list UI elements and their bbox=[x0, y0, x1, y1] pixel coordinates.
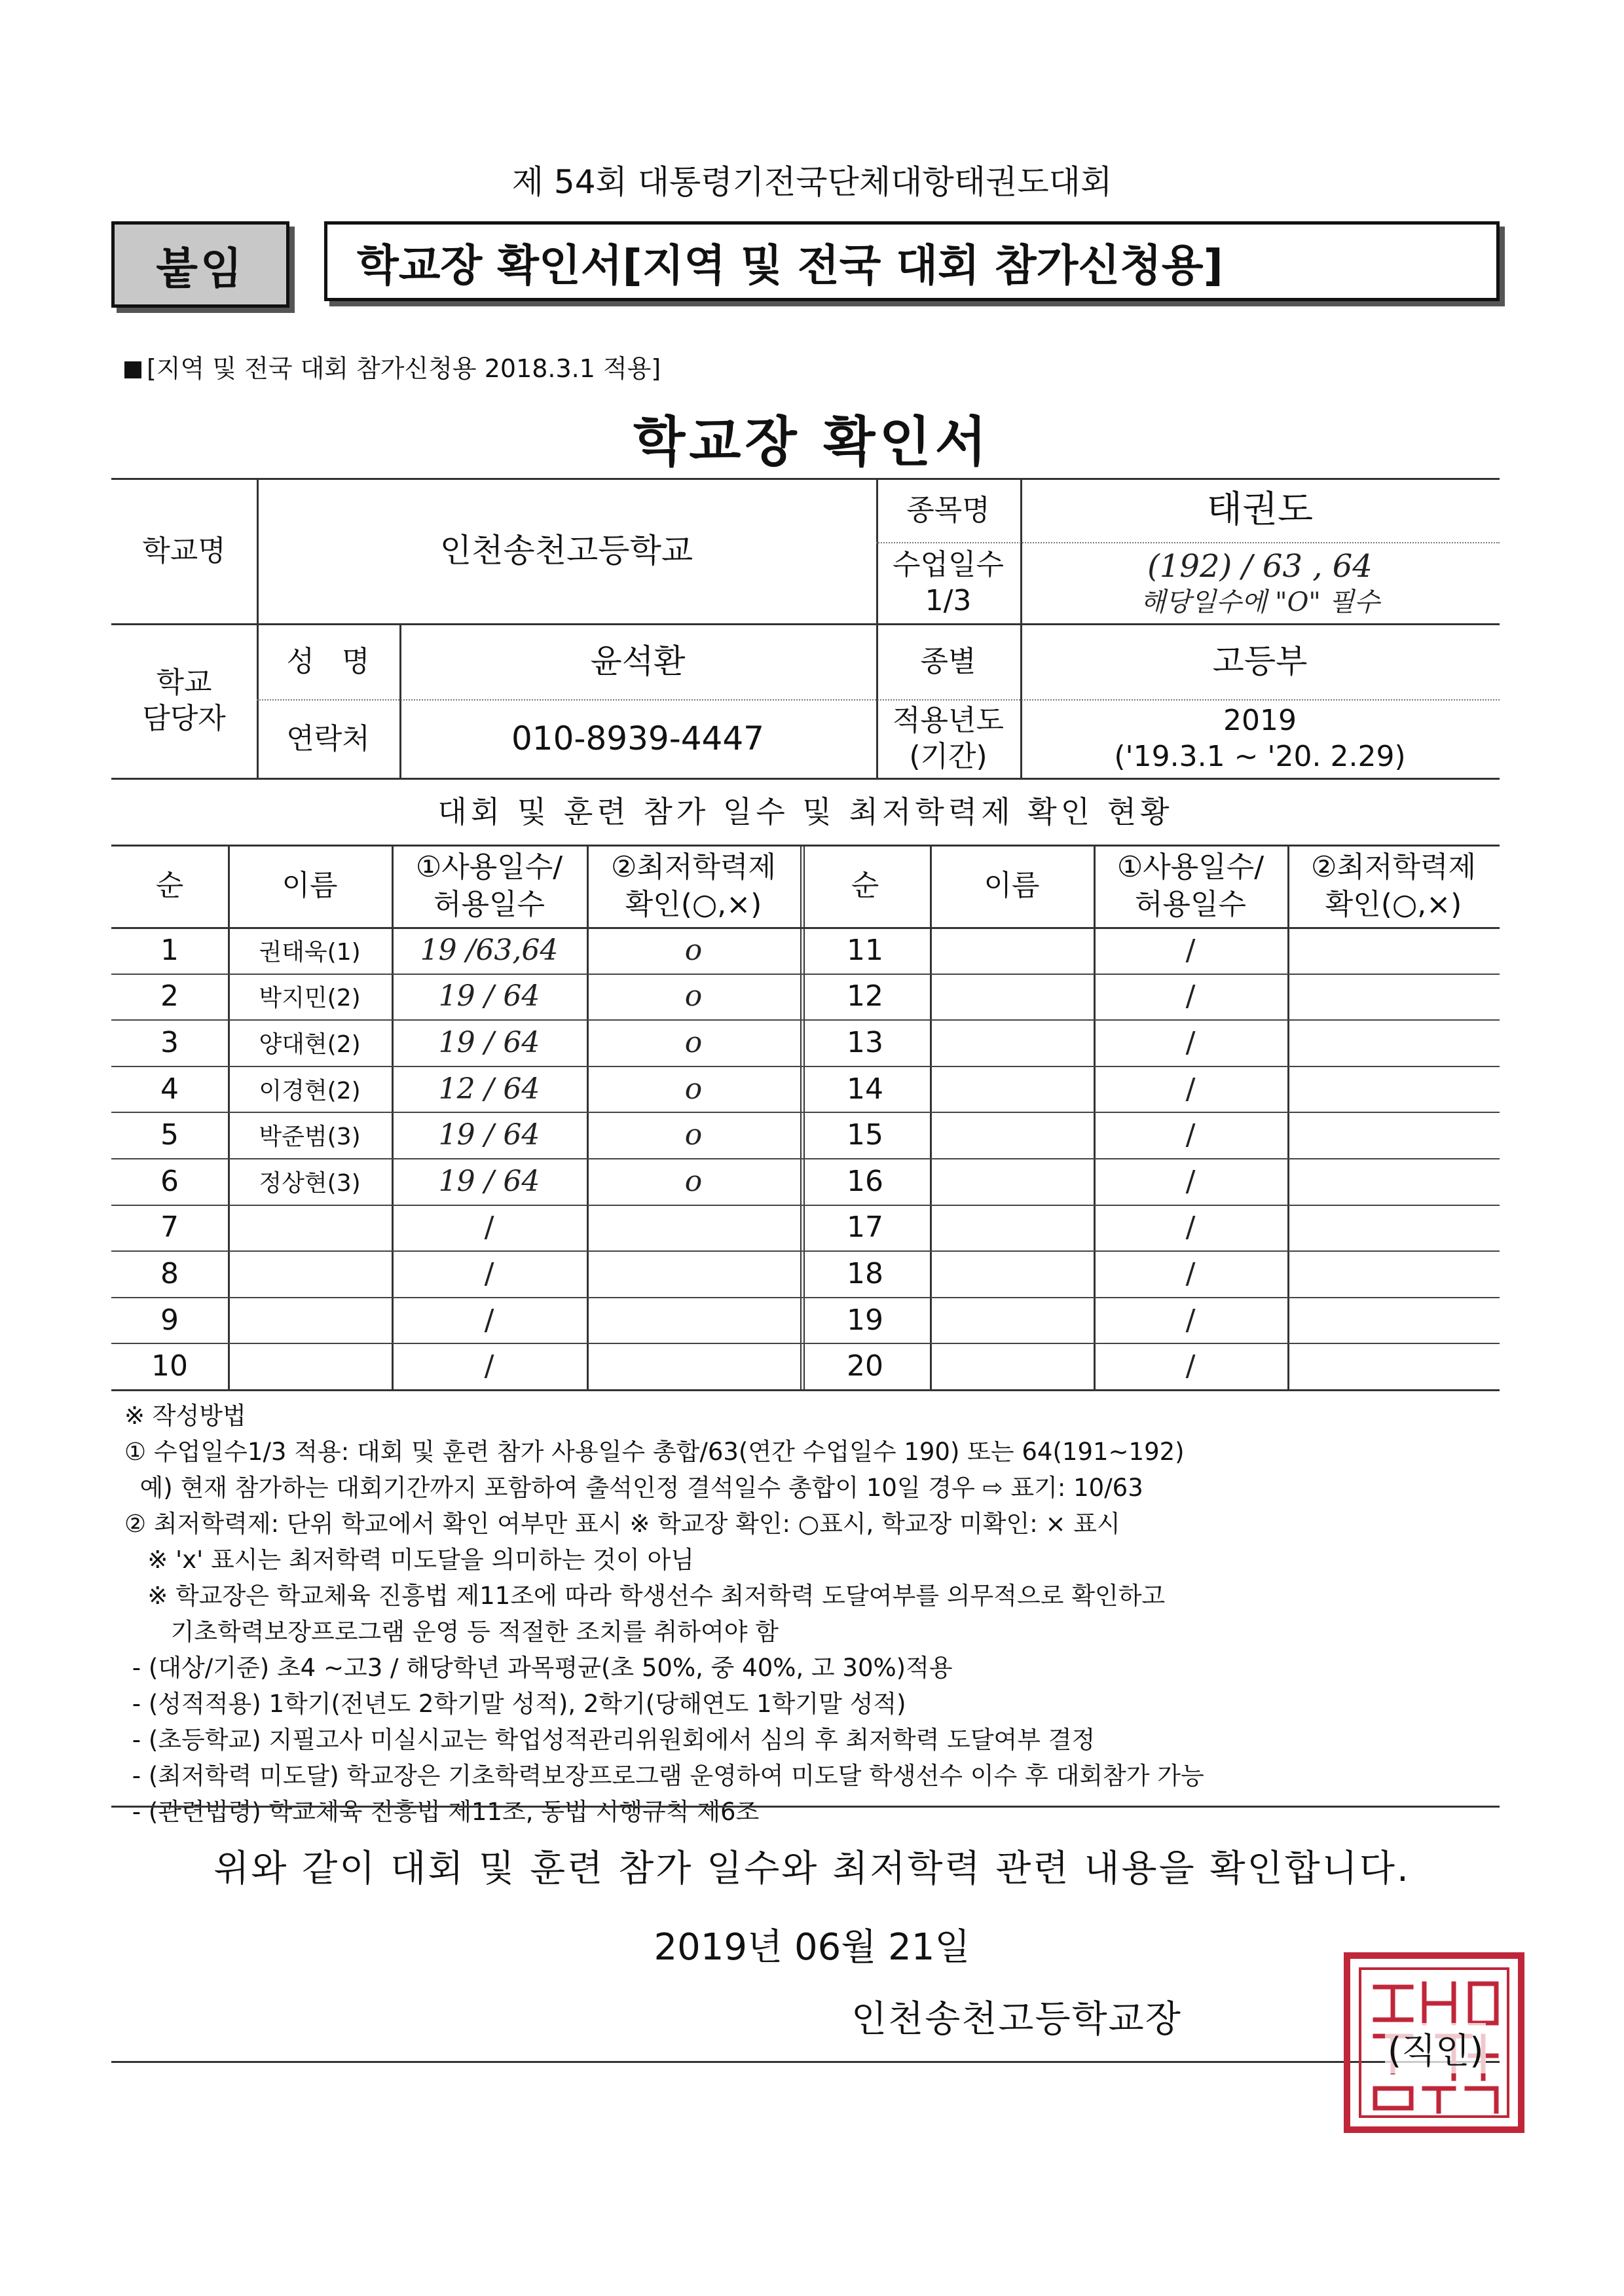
right-student-name bbox=[930, 1297, 1094, 1343]
right-student-name bbox=[930, 974, 1094, 1020]
staff-label bbox=[111, 623, 257, 778]
right-header-min-academic-line2: 확인(○,×) bbox=[1325, 888, 1462, 921]
right-header-min-academic bbox=[1287, 845, 1500, 927]
left-used-days: 19 / 64 bbox=[438, 1164, 540, 1198]
event-value: 태권도 bbox=[1206, 488, 1314, 531]
right-min-academic-check bbox=[1287, 1066, 1500, 1112]
left-student-name bbox=[228, 1343, 392, 1389]
confirmation-statement: 위와 같이 대회 및 훈련 참가 일수와 최저학력 관련 내용을 확인합니다. bbox=[213, 1848, 1411, 1890]
left-row-number: 1 bbox=[160, 933, 179, 967]
left-used-days: 19 /63,64 bbox=[420, 933, 559, 967]
left-min-academic-check bbox=[587, 1205, 800, 1251]
method-line: 기초학력보장프로그램 운영 등 적절한 조치를 취하여야 함 bbox=[124, 1618, 779, 1646]
class-days-label-2: 1/3 bbox=[925, 584, 972, 617]
right-header-min-academic-line1: ②최저학력제 bbox=[1311, 850, 1476, 884]
left-min-academic-check: o bbox=[684, 1118, 703, 1152]
right-row-number: 19 bbox=[847, 1303, 883, 1337]
method-line: ② 최저학력제: 단위 학교에서 확인 여부만 표시 ※ 학교장 확인: ○표시, 학교장 미확인: × 표시 bbox=[124, 1510, 1120, 1538]
issue-date: 2019년 06월 21일 bbox=[654, 1926, 970, 1969]
right-header-days-line2: 허용일수 bbox=[1134, 888, 1246, 921]
school-name-value: 인천송천고등학교 bbox=[439, 531, 693, 570]
left-used-days: 12 / 64 bbox=[438, 1072, 540, 1106]
left-student-name: 이경현(2) bbox=[259, 1077, 361, 1104]
method-line: - (최저학력 미도달) 학교장은 기초학력보장프로그램 운영하여 미도달 학생선수 이수 후 대회참가 가능 bbox=[124, 1762, 1204, 1790]
class-days-value: (192) / 63 , 64 bbox=[1147, 548, 1373, 585]
right-used-days: / bbox=[1185, 1025, 1196, 1059]
left-student-name: 권태욱(1) bbox=[259, 938, 361, 966]
square-bullet-icon bbox=[124, 361, 141, 378]
right-min-academic-check bbox=[1287, 1297, 1500, 1343]
right-row-number: 18 bbox=[847, 1256, 883, 1290]
class-days-value-cell bbox=[1020, 542, 1500, 623]
right-student-name bbox=[930, 1250, 1094, 1297]
left-student-name bbox=[228, 1205, 392, 1251]
official-seal bbox=[1339, 1948, 1529, 2138]
left-row-number: 10 bbox=[151, 1349, 188, 1383]
left-student-name: 양대현(2) bbox=[259, 1030, 361, 1058]
right-student-name bbox=[930, 1112, 1094, 1158]
method-line: - (대상/기준) 초4 ~고3 / 해당학년 과목평균(초 50%, 중 40%, 고 30%)적용 bbox=[124, 1654, 953, 1682]
right-min-academic-check bbox=[1287, 1112, 1500, 1158]
method-line: ※ 학교장은 학교체육 진흥법 제11조에 따라 학생선수 최저학력 도달여부를 의무적으로 확인하고 bbox=[124, 1582, 1166, 1610]
right-row-number: 20 bbox=[847, 1349, 883, 1383]
attachment-badge: 붙임 bbox=[111, 221, 289, 308]
left-used-days: / bbox=[484, 1349, 494, 1383]
right-row-number: 16 bbox=[847, 1164, 883, 1198]
left-row-number: 7 bbox=[160, 1211, 179, 1245]
right-row-number: 15 bbox=[847, 1118, 883, 1152]
left-header-min-academic bbox=[587, 845, 800, 927]
left-min-academic-check: o bbox=[684, 1164, 703, 1198]
right-row-number: 14 bbox=[847, 1072, 883, 1106]
year-value-cell bbox=[1020, 699, 1500, 778]
right-used-days: / bbox=[1185, 979, 1196, 1013]
year-period: ('19.3.1 ~ '20. 2.29) bbox=[1114, 740, 1406, 773]
left-row-number: 8 bbox=[160, 1256, 179, 1290]
principal-name: 인천송천고등학교장 bbox=[851, 1998, 1182, 2041]
name-label: 성 명 bbox=[286, 644, 370, 678]
right-min-academic-check bbox=[1287, 1205, 1500, 1251]
right-student-name bbox=[930, 1019, 1094, 1066]
right-row-number: 17 bbox=[847, 1211, 883, 1245]
class-days-label-1: 수업일수 bbox=[892, 548, 1004, 581]
right-student-name bbox=[930, 927, 1094, 974]
left-row-number: 5 bbox=[160, 1118, 179, 1152]
left-student-name: 정상현(3) bbox=[259, 1169, 361, 1197]
right-student-name bbox=[930, 1205, 1094, 1251]
method-line: - (성적적용) 1학기(전년도 2학기말 성적), 2학기(당해연도 1학기말 성적) bbox=[124, 1690, 906, 1718]
right-min-academic-check bbox=[1287, 1250, 1500, 1297]
document-title: 학교장 확인서 bbox=[633, 411, 991, 473]
class-days-label bbox=[876, 542, 1020, 623]
writing-method bbox=[124, 1398, 1526, 1830]
method-line: - (관련법령) 학교체육 진흥법 제11조, 동법 시행규칙 제6조 bbox=[124, 1798, 760, 1826]
left-header-name: 이름 bbox=[282, 869, 338, 903]
year-label-2: (기간) bbox=[909, 740, 987, 773]
right-used-days: / bbox=[1185, 1303, 1196, 1337]
method-line: ① 수업일수1/3 적용: 대회 및 훈련 참가 사용일수 총합/63(연간 수업일수 190) 또는 64(191~192) bbox=[124, 1438, 1185, 1466]
notice-line bbox=[124, 348, 661, 384]
left-min-academic-check: o bbox=[684, 1072, 703, 1106]
year-label-1: 적용년도 bbox=[892, 704, 1004, 737]
right-used-days: / bbox=[1185, 933, 1196, 967]
left-min-academic-check bbox=[587, 1297, 800, 1343]
right-min-academic-check bbox=[1287, 927, 1500, 974]
left-min-academic-check bbox=[587, 1343, 800, 1389]
right-min-academic-check bbox=[1287, 1019, 1500, 1066]
left-used-days: / bbox=[484, 1256, 494, 1290]
right-used-days: / bbox=[1185, 1256, 1196, 1290]
division-label: 종별 bbox=[920, 644, 976, 678]
left-student-name: 박지민(2) bbox=[259, 985, 361, 1012]
right-student-name bbox=[930, 1158, 1094, 1205]
left-used-days: / bbox=[484, 1303, 494, 1337]
right-used-days: / bbox=[1185, 1072, 1196, 1106]
method-line: ※ 'x' 표시는 최저학력 미도달을 의미하는 것이 아님 bbox=[124, 1546, 694, 1574]
right-used-days: / bbox=[1185, 1164, 1196, 1198]
left-header-no: 순 bbox=[155, 869, 184, 903]
right-student-name bbox=[930, 1343, 1094, 1389]
right-used-days: / bbox=[1185, 1349, 1196, 1383]
method-line: 예) 현재 참가하는 대회기간까지 포함하여 출석인정 결석일수 총합이 10일 경우 ⇨ 표기: 10/63 bbox=[124, 1474, 1143, 1502]
section-title: 대회 및 훈련 참가 일수 및 최저학력제 확인 현황 bbox=[437, 794, 1173, 830]
staff-label-2: 담당자 bbox=[142, 702, 226, 735]
left-student-name bbox=[228, 1297, 392, 1343]
left-min-academic-check bbox=[587, 1250, 800, 1297]
left-used-days: 19 / 64 bbox=[438, 1025, 540, 1059]
left-row-number: 3 bbox=[160, 1025, 179, 1059]
right-min-academic-check bbox=[1287, 974, 1500, 1020]
class-days-note: 해당일수에 "O" 필수 bbox=[1140, 587, 1380, 617]
left-min-academic-check: o bbox=[684, 933, 703, 967]
staff-label-1: 학교 bbox=[156, 666, 212, 699]
left-used-days: 19 / 64 bbox=[438, 979, 540, 1013]
right-row-number: 12 bbox=[847, 979, 883, 1013]
contest-title: 제 54회 대통령기전국단체대항태권도대회 bbox=[511, 163, 1113, 201]
name-value: 윤석환 bbox=[590, 642, 686, 680]
left-row-number: 9 bbox=[160, 1303, 179, 1337]
right-header-no: 순 bbox=[851, 869, 879, 903]
year-value: 2019 bbox=[1223, 704, 1297, 737]
year-label bbox=[876, 699, 1020, 778]
left-row-number: 4 bbox=[160, 1072, 179, 1106]
right-min-academic-check bbox=[1287, 1158, 1500, 1205]
right-used-days: / bbox=[1185, 1118, 1196, 1152]
event-label: 종목명 bbox=[906, 493, 990, 527]
school-name-label: 학교명 bbox=[142, 534, 226, 568]
seal-note: (직인) bbox=[1385, 2023, 1486, 2073]
left-min-academic-check: o bbox=[684, 1025, 703, 1059]
left-row-number: 2 bbox=[160, 979, 179, 1013]
right-min-academic-check bbox=[1287, 1343, 1500, 1389]
left-used-days: / bbox=[484, 1211, 494, 1245]
right-student-name bbox=[930, 1066, 1094, 1112]
left-student-name bbox=[228, 1250, 392, 1297]
left-student-name: 박준범(3) bbox=[259, 1123, 361, 1151]
right-used-days: / bbox=[1185, 1211, 1196, 1245]
division-value: 고등부 bbox=[1212, 642, 1308, 680]
right-header-days bbox=[1094, 845, 1287, 927]
left-header-days-line2: 허용일수 bbox=[433, 888, 545, 921]
left-min-academic-check: o bbox=[684, 979, 703, 1013]
banner-title: 학교장 확인서[지역 및 전국 대회 참가신청용] bbox=[324, 221, 1500, 301]
notice-text: [지역 및 전국 대회 참가신청용 2018.3.1 적용] bbox=[147, 354, 661, 383]
left-row-number: 6 bbox=[160, 1164, 179, 1198]
contact-value: 010-8939-4447 bbox=[511, 719, 764, 757]
right-header-name: 이름 bbox=[984, 869, 1040, 903]
left-header-min-academic-line1: ②최저학력제 bbox=[611, 850, 776, 884]
right-row-number: 11 bbox=[847, 933, 883, 967]
right-row-number: 13 bbox=[847, 1025, 883, 1059]
method-line: - (초등학교) 지필고사 미실시교는 학업성적관리위원회에서 심의 후 최저학력 도달여부 결정 bbox=[124, 1726, 1096, 1754]
right-header-days-line1: ①사용일수/ bbox=[1116, 850, 1264, 884]
method-line: ※ 작성방법 bbox=[124, 1402, 246, 1430]
left-header-days bbox=[392, 845, 587, 927]
left-used-days: 19 / 64 bbox=[438, 1118, 540, 1152]
left-header-days-line1: ①사용일수/ bbox=[415, 850, 563, 884]
left-header-min-academic-line2: 확인(○,×) bbox=[625, 888, 762, 921]
contact-label: 연락처 bbox=[286, 721, 370, 756]
